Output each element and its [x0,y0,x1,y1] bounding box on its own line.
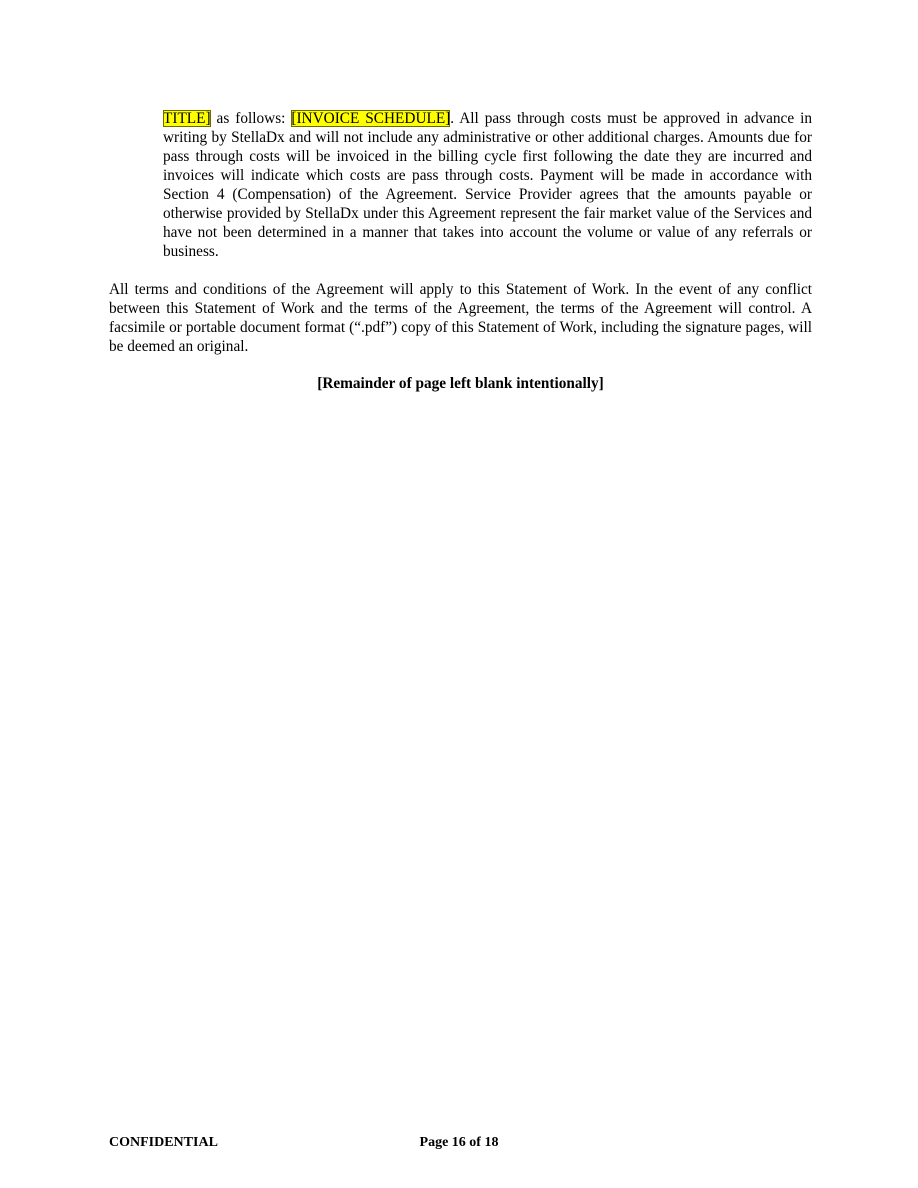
terms-and-conditions-paragraph: All terms and conditions of the Agreement will apply to this Statement of Work. In the event of any conflict between this Statement of Work and the terms of the Agreement, the terms of the Agreement will control. A facsimile or portable document format (“.pdf”) copy of this Statement of Work, including the signature pages, will be deemed an original. [109,281,812,355]
footer-confidential-label: CONFIDENTIAL [109,1135,218,1150]
pass-through-costs-paragraph [163,109,812,261]
remainder-blank-note: [Remainder of page left blank intentionally] [317,375,604,392]
footer-page-number: Page 16 of 18 [419,1135,499,1150]
paragraph-text-body: . All pass through costs must be approved in advance in writing by StellaDx and will not include any administrative or other additional charges. Amounts due for pass through costs will be invoiced in the billing cycle first following the date they are incurred and invoices will indicate which costs are pass through costs. Payment will be made in accordance with Section 4 (Compensation) of the Agreement. Service Provider agrees that the amounts payable or otherwise provided by StellaDx under this Agreement represent the fair market value of the Services and have not been determined in a manner that takes into account the volume or value of any referrals or business. [163,110,812,260]
highlighted-title-placeholder: TITLE] [163,110,211,127]
paragraph-text-as-follows: as follows: [210,110,292,127]
highlighted-invoice-schedule-placeholder: [INVOICE SCHEDULE] [291,110,451,127]
